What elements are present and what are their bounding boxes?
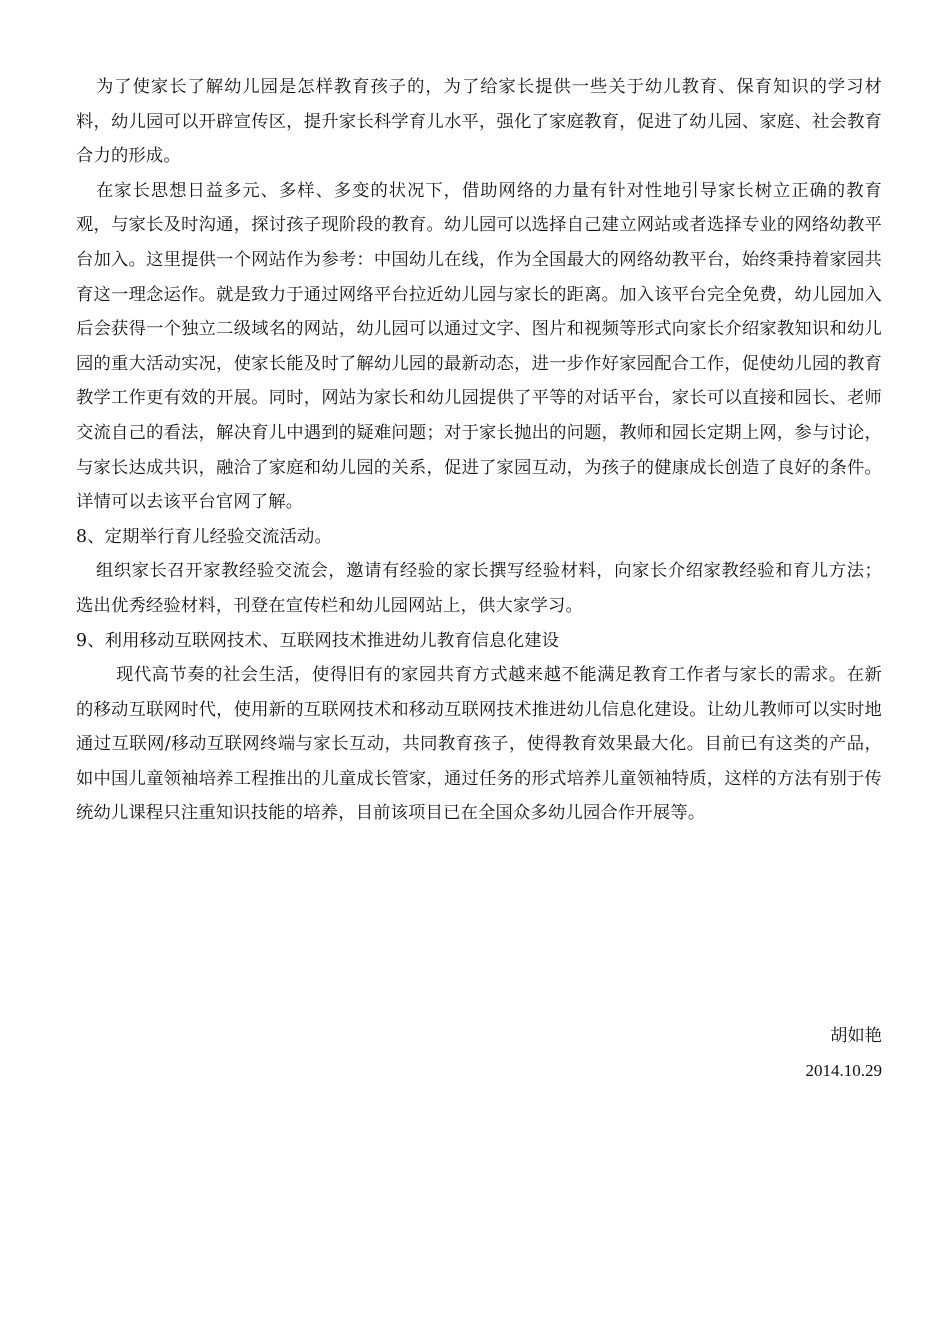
section-heading-9: 9、利用移动互联网技术、互联网技术推进幼儿教育信息化建设 [76, 630, 560, 651]
paragraph-mobile-internet: 现代高节奏的社会生活，使得旧有的家园共育方式越来越不能满足教育工作者与家长的需求。在新的移动互联网时代，使用新的互联网技术和移动互联网技术推进幼儿信息化建设。让幼儿教师可以实时地通过互联网/移动互联网终端与家长互动，共同教育孩子，使得教育效果最大化。目前已有这类的产品，如中国儿童领袖培养工程推出的儿童成长管家，通过任务的形式培养儿童领袖特质，这样的方法有别于传统幼儿课程只注重知识技能的培养，目前该项目已在全国众多幼儿园合作开展等。 [76, 665, 882, 824]
paragraph-experience-exchange: 组织家长召开家教经验交流会，邀请有经验的家长撰写经验材料，向家长介绍家教经验和育儿方法；选出优秀经验材料，刊登在宣传栏和幼儿园网站上，供大家学习。 [76, 561, 882, 616]
signature-date: 2014.10.29 [805, 1061, 882, 1080]
signature-name: 胡如艳 [830, 1026, 882, 1046]
section-heading-8: 8、定期举行育儿经验交流活动。 [76, 526, 332, 547]
document-body [76, 70, 882, 831]
paragraph-online-platform: 在家长思想日益多元、多样、多变的状况下，借助网络的力量有针对性地引导家长树立正确的教育观，与家长及时沟通，探讨孩子现阶段的教育。幼儿园可以选择自己建立网站或者选择专业的网络幼教平台加入。这里提供一个网站作为参考：中国幼儿在线，作为全国最大的网络幼教平台，始终秉持着家园共育这一理念运作。就是致力于通过网络平台拉近幼儿园与家长的距离。加入该平台完全免费，幼儿园加入后会获得一个独立二级域名的网站，幼儿园可以通过文字、图片和视频等形式向家长介绍家教知识和幼儿园的重大活动实况，使家长能及时了解幼儿园的最新动态，进一步作好家园配合工作，促使幼儿园的教育教学工作更有效的开展。同时，网站为家长和幼儿园提供了平等的对话平台，家长可以直接和园长、老师交流自己的看法，解决育儿中遇到的疑难问题；对于家长抛出的问题，教师和园长定期上网，参与讨论，与家长达成共识，融洽了家庭和幼儿园的关系，促进了家园互动，为孩子的健康成长创造了良好的条件。详情可以去该平台官网了解。 [76, 180, 882, 513]
paragraph-publicity-area: 为了使家长了解幼儿园是怎样教育孩子的，为了给家长提供一些关于幼儿教育、保育知识的学习材料，幼儿园可以开辟宣传区，提升家长科学育儿水平，强化了家庭教育，促进了幼儿园、家庭、社会教育合力的形成。 [76, 77, 882, 167]
